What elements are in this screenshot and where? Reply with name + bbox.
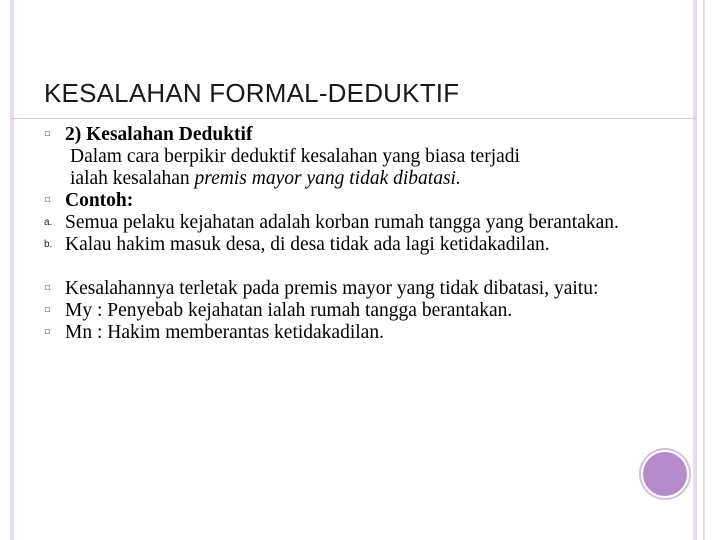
list-item: [44, 190, 644, 212]
item-text-line: Dalam cara berpikir deduktif kesalahan yang biasa terjadi: [70, 146, 520, 167]
item-text-italic: premis mayor yang tidak dibatasi.: [194, 168, 461, 189]
right-decorative-rule-thin: [703, 0, 705, 540]
slide-body: [44, 124, 644, 344]
item-text: Mn : Hakim memberantas ketidakadilan.: [65, 322, 384, 343]
list-item: [44, 300, 644, 322]
item-text: My : Penyebab kejahatan ialah rumah tangga berantakan.: [65, 300, 513, 321]
left-decorative-rule: [10, 0, 14, 540]
bullet-icon: ¤: [44, 193, 51, 208]
item-text: Semua pelaku kejahatan adalah korban rumah tangga yang berantakan.: [65, 212, 619, 233]
bullet-icon: ¤: [44, 303, 51, 318]
item-text: Contoh:: [65, 190, 134, 211]
item-text-line: [70, 168, 644, 190]
spacer: [44, 256, 644, 278]
list-letter-marker: a.: [44, 217, 53, 228]
item-text: Kesalahannya terletak pada premis mayor yang tidak dibatasi, yaitu:: [65, 278, 599, 299]
item-text: 2) Kesalahan Deduktif: [65, 124, 253, 145]
decorative-circle-icon: [641, 450, 689, 498]
item-text-plain: ialah kesalahan: [70, 168, 195, 189]
list-item: [44, 234, 644, 256]
slide-title: KESALAHAN FORMAL-DEDUKTIF: [44, 78, 460, 108]
list-item: [44, 278, 644, 300]
bullet-icon: ¤: [44, 281, 51, 296]
bullet-icon: ¤: [44, 127, 51, 142]
bullet-icon: ¤: [44, 325, 51, 340]
list-item-continuation: [44, 146, 644, 190]
right-decorative-rule: [693, 0, 697, 540]
item-text: Kalau hakim masuk desa, di desa tidak ada lagi ketidakadilan.: [65, 234, 550, 255]
list-letter-marker: b.: [44, 239, 53, 250]
list-item: [44, 124, 644, 146]
title-divider: [10, 118, 697, 119]
list-item: [44, 212, 644, 234]
list-item: [44, 322, 644, 344]
